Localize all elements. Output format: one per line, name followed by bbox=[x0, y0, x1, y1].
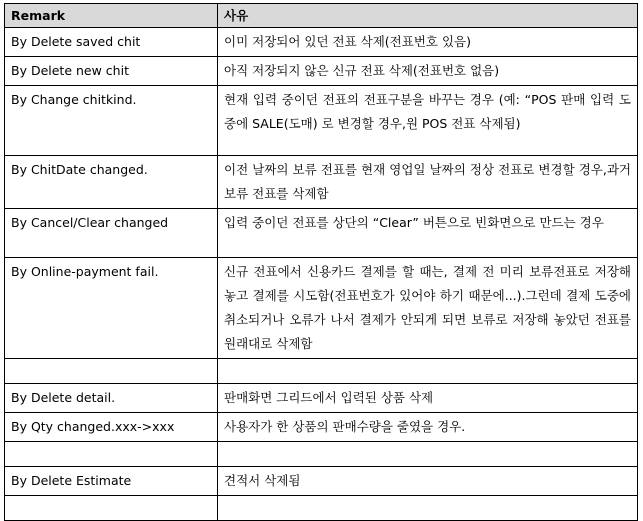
header-remark: Remark bbox=[5, 4, 218, 28]
reason-cell: 사용자가 한 상품의 판매수량을 줄였을 경우. bbox=[218, 413, 638, 442]
remark-cell: By Qty changed.xxx->xxx bbox=[5, 413, 218, 442]
table-row bbox=[5, 156, 638, 209]
reason-cell: 아직 저장되지 않은 신규 전표 삭제(전표번호 없음) bbox=[218, 57, 638, 86]
remark-cell bbox=[5, 359, 218, 384]
reason-cell: 견적서 삭제됨 bbox=[218, 467, 638, 496]
remark-cell bbox=[5, 496, 218, 521]
remark-cell: By Delete saved chit bbox=[5, 28, 218, 57]
reason-cell: 입력 중이던 전표를 상단의 “Clear” 버튼으로 빈화면으로 만드는 경우 bbox=[218, 209, 638, 258]
remark-cell: By Delete Estimate bbox=[5, 467, 218, 496]
table-row bbox=[5, 258, 638, 359]
table-row bbox=[5, 28, 638, 57]
header-reason: 사유 bbox=[218, 4, 638, 28]
remark-cell: By Online-payment fail. bbox=[5, 258, 218, 359]
reason-cell: 이전 날짜의 보류 전표를 현재 영업일 날짜의 정상 전표로 변경할 경우,과거 보류 전표를 삭제함 bbox=[218, 156, 638, 209]
table-row-empty bbox=[5, 442, 638, 467]
table-row bbox=[5, 57, 638, 86]
remark-cell: By Cancel/Clear changed bbox=[5, 209, 218, 258]
reason-cell: 현재 입력 중이던 전표의 전표구분을 바꾸는 경우 (예: “POS 판매 입력 도중에 SALE(도매) 로 변경할 경우,원 POS 전표 삭제됨) bbox=[218, 86, 638, 156]
reason-cell: 판매화면 그리드에서 입력된 상품 삭제 bbox=[218, 384, 638, 413]
reason-cell: 이미 저장되어 있던 전표 삭제(전표번호 있음) bbox=[218, 28, 638, 57]
table-row bbox=[5, 384, 638, 413]
remark-cell: By Delete detail. bbox=[5, 384, 218, 413]
table-row bbox=[5, 413, 638, 442]
table-row-empty bbox=[5, 496, 638, 521]
table-row bbox=[5, 86, 638, 156]
header-row bbox=[5, 4, 638, 28]
reason-cell bbox=[218, 442, 638, 467]
reason-cell bbox=[218, 496, 638, 521]
remark-cell bbox=[5, 442, 218, 467]
table-row-empty bbox=[5, 359, 638, 384]
reason-cell bbox=[218, 359, 638, 384]
table-row bbox=[5, 467, 638, 496]
remark-cell: By ChitDate changed. bbox=[5, 156, 218, 209]
reason-cell: 신규 전표에서 신용카드 결제를 할 때는, 결제 전 미리 보류전표로 저장해 놓고 결제를 시도함(전표번호가 있어야 하기 때문에...).그런데 결제 도중에 취소되거나 오류가 나서 결제가 안되게 되면 보류로 저장해 놓았던 전표를 원래대로 삭제함 bbox=[218, 258, 638, 359]
table-row bbox=[5, 209, 638, 258]
remark-cell: By Delete new chit bbox=[5, 57, 218, 86]
remark-cell: By Change chitkind. bbox=[5, 86, 218, 156]
remark-reason-table bbox=[4, 3, 638, 521]
